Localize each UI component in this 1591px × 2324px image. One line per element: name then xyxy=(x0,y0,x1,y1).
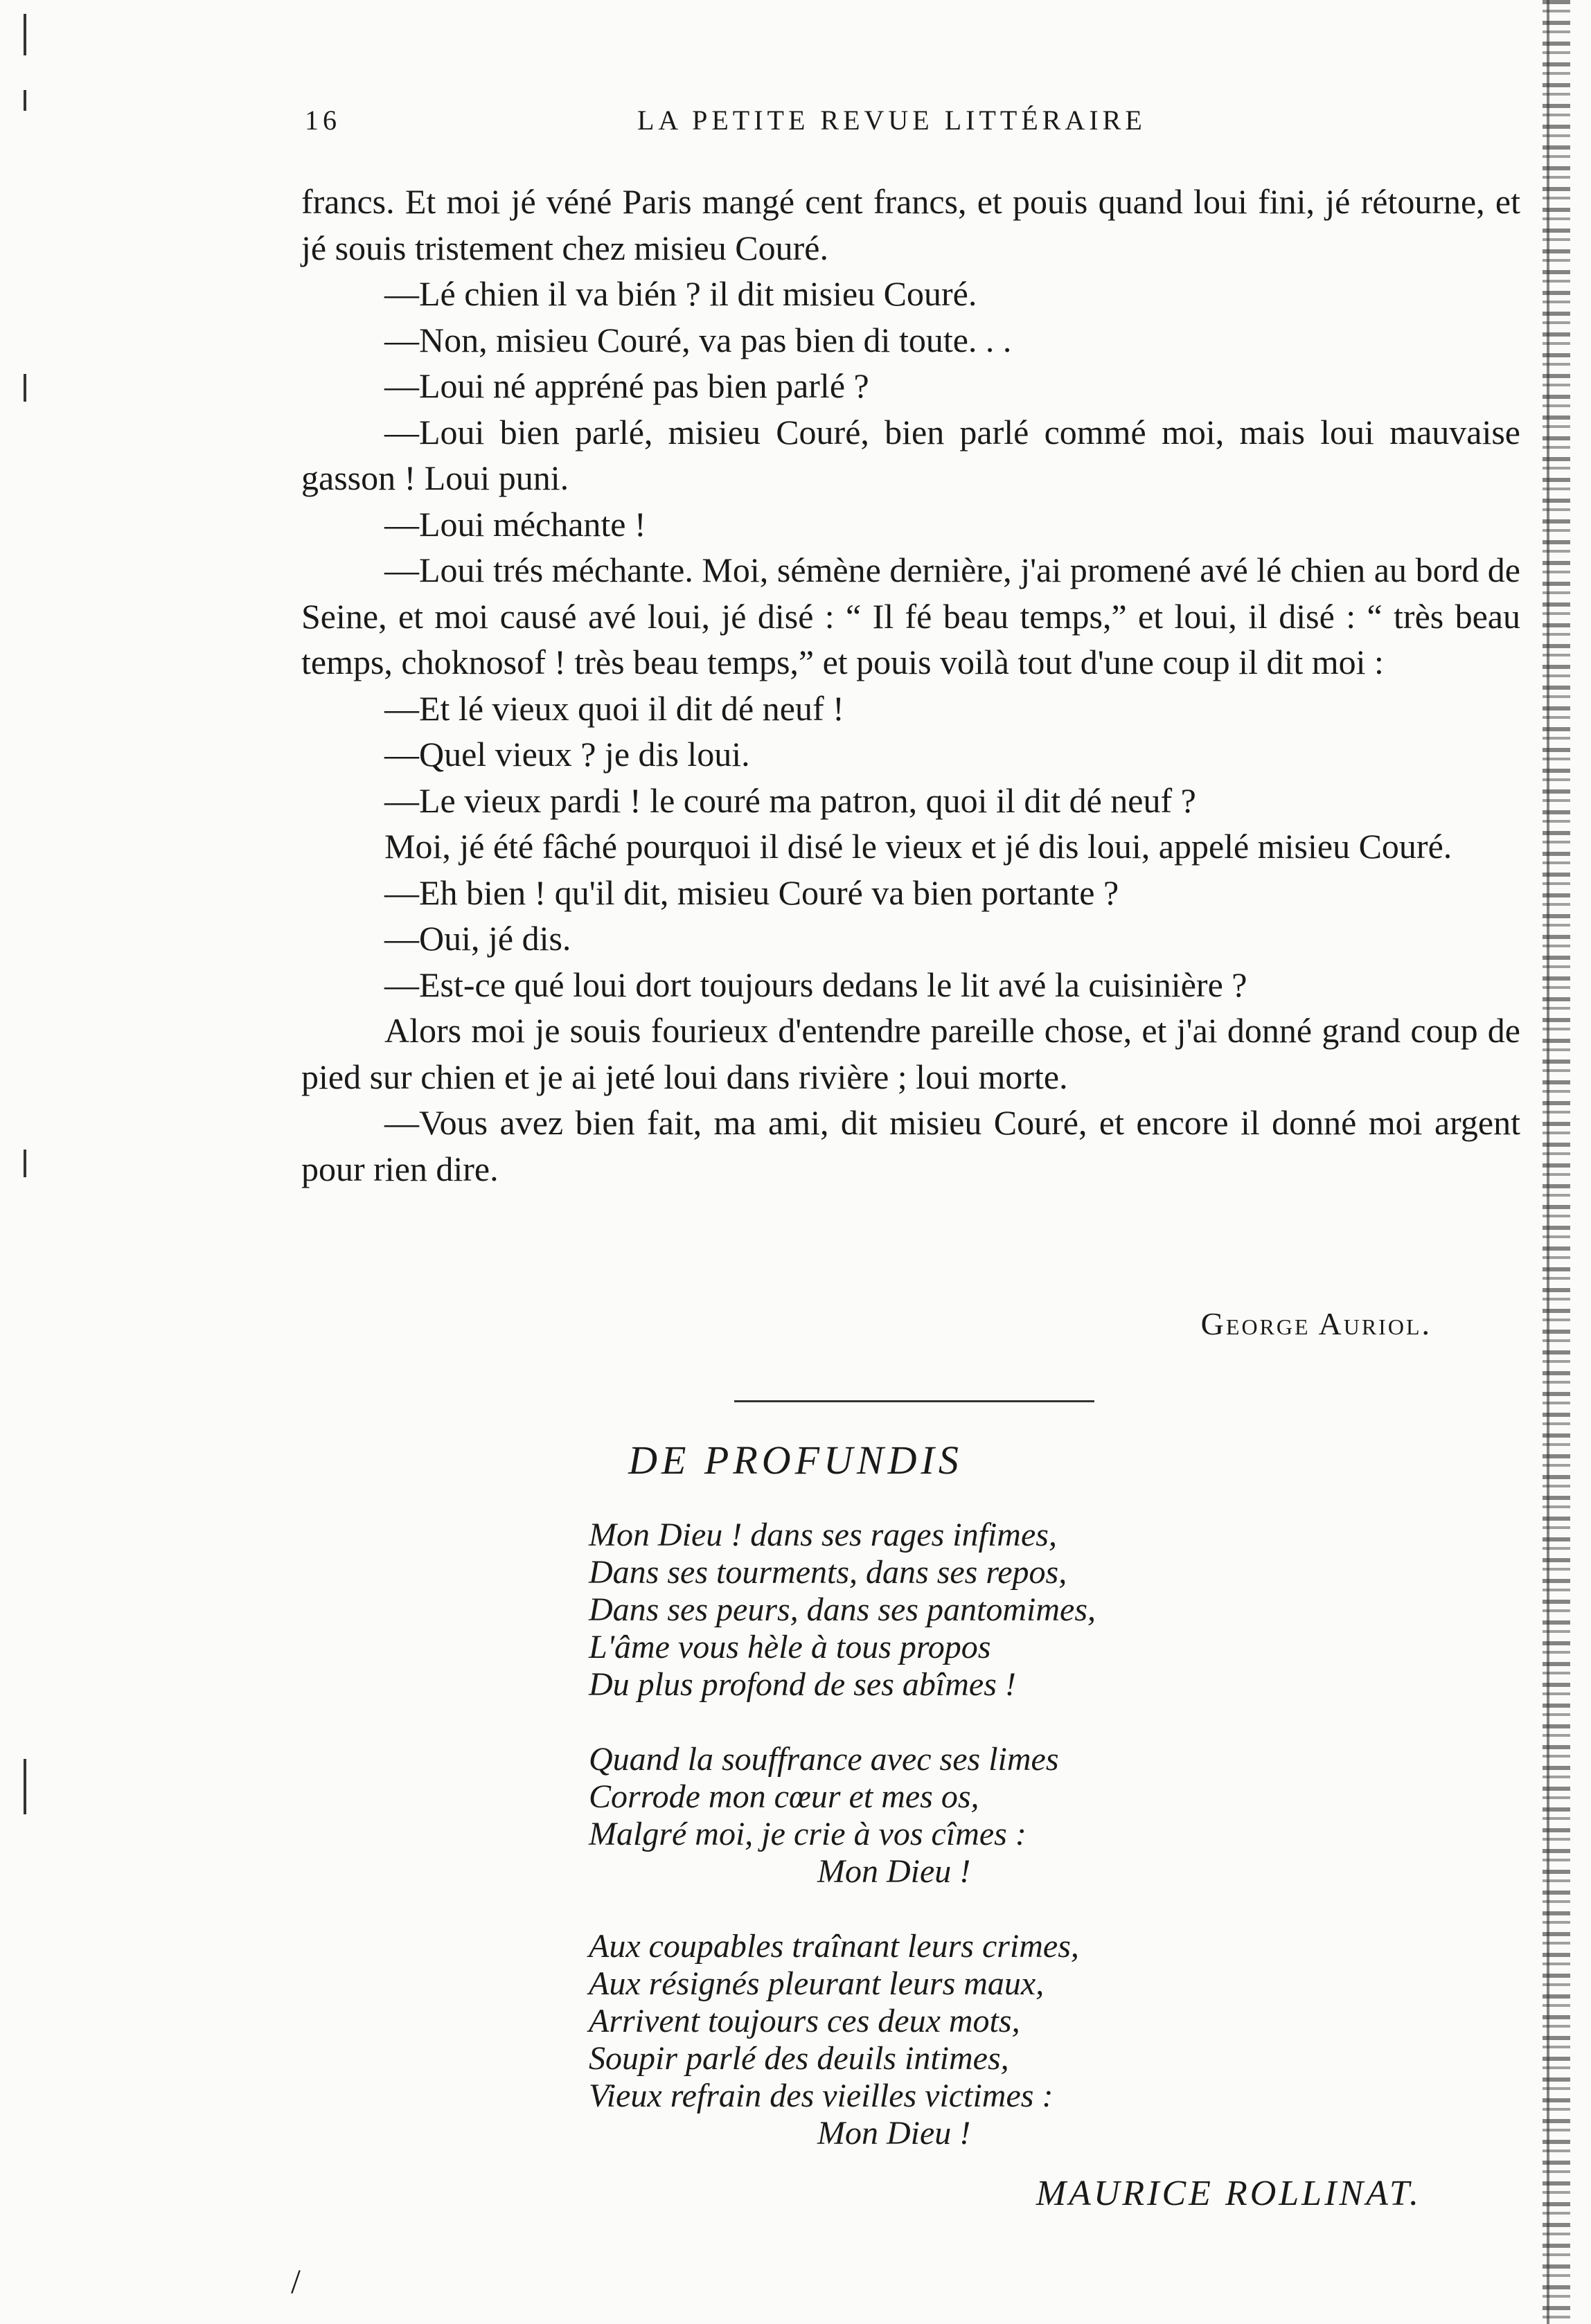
margin-mark xyxy=(24,1150,26,1177)
verse-line: Corrode mon cœur et mes os, xyxy=(589,1778,979,1815)
verse-line: Aux résignés pleurant leurs maux, xyxy=(589,1965,1045,2002)
paragraph: —Non, misieu Couré, va pas bien di toute. . . xyxy=(384,320,1012,359)
paragraph: —Lé chien il va bién ? il dit misieu Couré. xyxy=(384,274,977,313)
verse-line: Dans ses peurs, dans ses pantomimes, xyxy=(589,1591,1096,1628)
verse-refrain: Mon Dieu ! xyxy=(817,1853,971,1890)
paragraph: —Quel vieux ? je dis loui. xyxy=(384,735,750,774)
paragraph: —Loui trés méchante. Moi, sémène dernière, j'ai promené avé lé chien au bord de Seine, et moi causé avé loui, jé disé : “ Il fé beau temps,” et loui, il disé : “ très beau temps, choknosof ! très beau temps,” et pouis voilà tout d'une coup il dit moi : xyxy=(301,551,1520,681)
section-divider xyxy=(734,1400,1094,1402)
stanza xyxy=(589,1517,1281,1704)
binding-line xyxy=(1547,0,1549,2324)
paragraph: —Et lé vieux quoi il dit dé neuf ! xyxy=(384,688,844,728)
poem-body xyxy=(589,1517,1281,2190)
running-title: LA PETITE REVUE LITTÉRAIRE xyxy=(637,105,1146,136)
stanza xyxy=(589,1741,1281,1891)
poet-signature: MAURICE ROLLINAT. xyxy=(1036,2174,1421,2213)
margin-mark xyxy=(24,1759,26,1814)
stanza xyxy=(589,1928,1281,2152)
page-header xyxy=(305,104,1517,152)
verse-line: Mon Dieu ! dans ses rages infimes, xyxy=(589,1517,1057,1553)
paragraph: —Loui méchante ! xyxy=(384,504,646,544)
page-number: 16 xyxy=(305,105,341,136)
verse-line: Du plus profond de ses abîmes ! xyxy=(589,1666,1016,1703)
paragraph: Alors moi je souis fourieux d'entendre pareille chose, et j'ai donné grand coup de pied sur chien et je ai jeté loui dans rivière ; loui morte. xyxy=(301,1011,1520,1096)
verse-line: Malgré moi, je crie à vos cîmes : xyxy=(589,1816,1026,1852)
paragraph: —Eh bien ! qu'il dit, misieu Couré va bien portante ? xyxy=(384,873,1119,912)
author-signature: George Auriol. xyxy=(1200,1306,1432,1341)
margin-mark xyxy=(24,374,26,402)
paragraph: —Est-ce qué loui dort toujours dedans le lit avé la cuisinière ? xyxy=(384,965,1247,1004)
poem-title: DE PROFUNDIS xyxy=(628,1438,963,1483)
paragraph: —Loui né appréné pas bien parlé ? xyxy=(384,366,869,405)
verse-line: Quand la souffrance avec ses limes xyxy=(589,1741,1059,1778)
paragraph: francs. Et moi jé véné Paris mangé cent francs, et pouis quand loui fini, jé rétourne, et jé souis tristement chez misieu Couré. xyxy=(301,182,1520,267)
verse-line: Soupir parlé des deuils intimes, xyxy=(589,2040,1009,2077)
paragraph: —Le vieux pardi ! le couré ma patron, quoi il dit dé neuf ? xyxy=(384,780,1196,820)
verse-line: Dans ses tourments, dans ses repos, xyxy=(589,1554,1067,1591)
margin-mark xyxy=(24,14,26,55)
verse-line: Vieux refrain des vieilles victimes : xyxy=(589,2077,1054,2114)
stray-mark: / xyxy=(291,2262,301,2300)
margin-mark xyxy=(24,90,26,111)
paragraph: —Oui, jé dis. xyxy=(384,919,571,958)
paragraph: —Vous avez bien fait, ma ami, dit misieu Couré, et encore il donné moi argent pour rien dire. xyxy=(301,1103,1520,1188)
verse-line: Aux coupables traînant leurs crimes, xyxy=(589,1928,1079,1965)
verse-line: Arrivent toujours ces deux mots, xyxy=(589,2003,1020,2039)
verse-refrain: Mon Dieu ! xyxy=(817,2115,971,2152)
paragraph: —Loui bien parlé, misieu Couré, bien parlé commé moi, mais loui mauvaise gasson ! Loui puni. xyxy=(301,412,1520,497)
paragraph: Moi, jé été fâché pourquoi il disé le vieux et jé dis loui, appelé misieu Couré. xyxy=(384,827,1452,866)
prose-body xyxy=(301,179,1520,1192)
verse-line: L'âme vous hèle à tous propos xyxy=(589,1629,991,1665)
